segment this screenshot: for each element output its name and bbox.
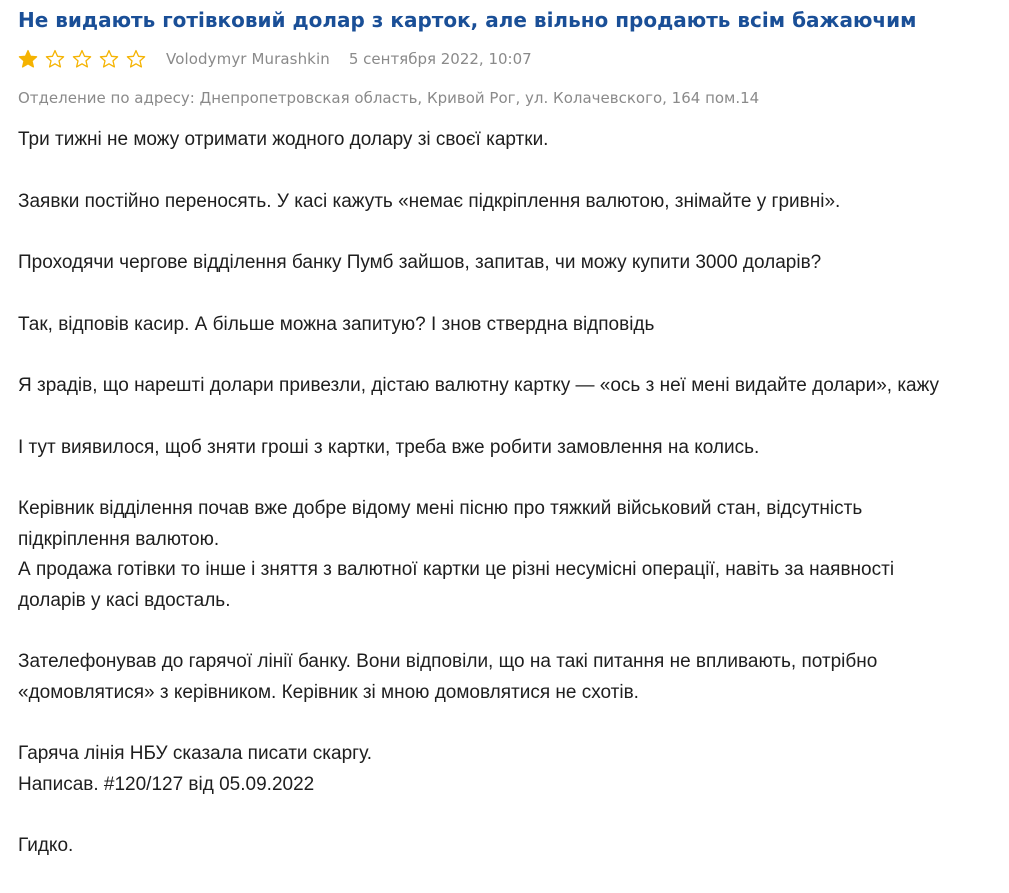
review-paragraph: [18, 494, 1003, 616]
review-paragraph-line: Три тижні не можу отримати жодного долару зі своєї картки.: [18, 129, 549, 150]
review-author: Volodymyr Murashkin: [166, 50, 330, 68]
rating-stars: [18, 49, 153, 69]
review-paragraph-line: Зателефонував до гарячої лінії банку. Вони відповіли, що на такі питання не впливають, потрібно: [18, 651, 878, 672]
star-empty-icon: [45, 49, 65, 69]
review-paragraph-line: А продажа готівки то інше і зняття з валютної картки це різні несумісні операції, навіть за наявності: [18, 559, 895, 580]
review-paragraph: [18, 125, 1003, 156]
review-paragraph: [18, 310, 1003, 341]
review-paragraph-line: Гаряча лінія НБУ сказала писати скаргу.: [18, 743, 372, 764]
star-empty-icon: [99, 49, 119, 69]
review-paragraph-line: Так, відповів касир. А більше можна запитую? І знов ствердна відповідь: [18, 313, 655, 335]
review-paragraph-line: І тут виявилося, щоб зняти гроші з картки, треба вже робити замовлення на колись.: [18, 436, 760, 458]
star-empty-icon: [126, 49, 146, 69]
review-paragraph: [18, 187, 1003, 218]
review-paragraph-line: Проходячи чергове відділення банку Пумб зайшов, запитав, чи можу купити 3000 доларів?: [18, 252, 822, 273]
review-paragraph: [18, 371, 1003, 402]
review-paragraph-line: Гидко.: [18, 835, 74, 856]
star-filled-icon: [18, 49, 38, 69]
review-paragraph-line: підкріплення валютою.: [18, 528, 220, 550]
star-empty-icon: [72, 49, 92, 69]
review-paragraph-line: «домовлятися» з керівником. Керівник зі мною домовлятися не схотів.: [18, 681, 639, 703]
branch-address: Отделение по адресу: Днепропетровская область, Кривой Рог, ул. Колачевского, 164 пом.14: [18, 89, 760, 107]
review-paragraph-line: Керівник відділення почав вже добре відому мені пісню про тяжкий військовий стан, відсутність: [18, 498, 863, 519]
review-date: 5 сентября 2022, 10:07: [348, 50, 532, 68]
review-title[interactable]: Не видають готівковий долар з карток, але вільно продають всім бажаючим: [18, 8, 917, 32]
review-paragraph: [18, 248, 1003, 279]
review-paragraph-line: доларів у касі вдосталь.: [18, 589, 231, 611]
review-paragraph: [18, 647, 1003, 708]
review-paragraph-line: Я зрадів, що нарешті долари привезли, дістаю валютну картку — «ось з неї мені видайте долари», кажу: [18, 375, 940, 396]
review-paragraph-line: Заявки постійно переносять. У касі кажуть «немає підкріплення валютою, знімайте у гривні».: [18, 190, 841, 212]
review-paragraph: [18, 739, 1003, 800]
review-paragraph-line: Написав. #120/127 від 05.09.2022: [18, 773, 315, 795]
review-body: [18, 125, 1003, 893]
review-paragraph: [18, 433, 1003, 464]
review-paragraph: [18, 831, 1003, 862]
review-meta: [18, 47, 532, 71]
